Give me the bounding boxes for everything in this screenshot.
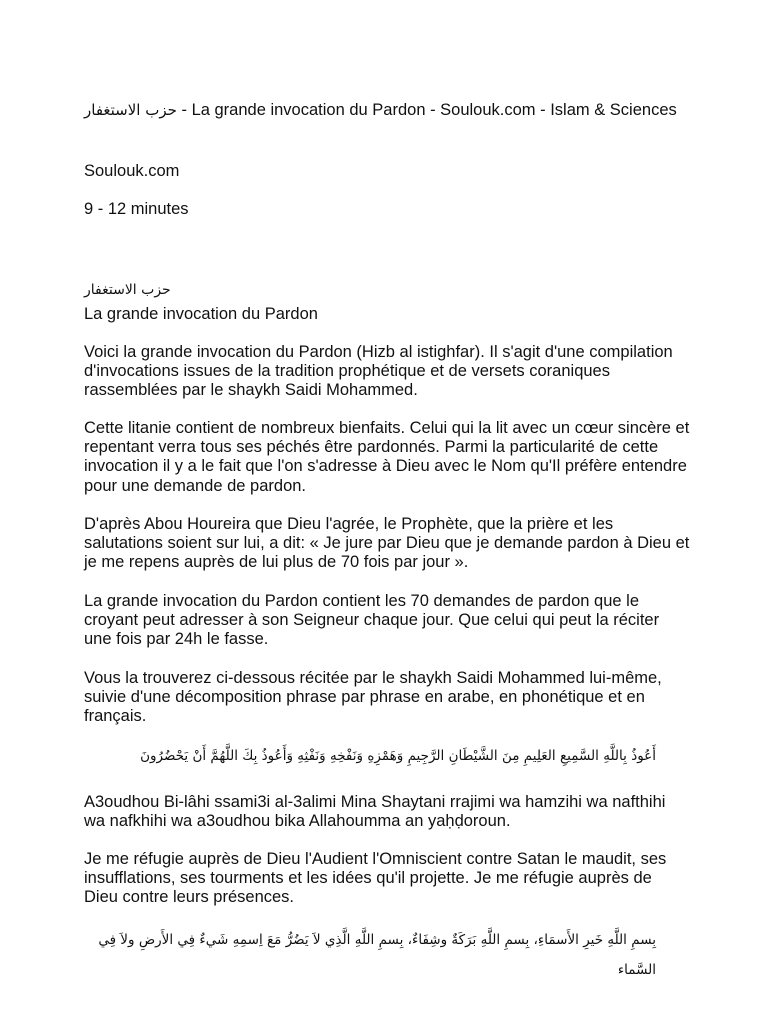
read-time: 9 - 12 minutes xyxy=(84,200,189,218)
paragraph-benefits: Cette litanie contient de nombreux bienfaits. Celui qui la lit avec un cœur sincère et repentant verra tous ses péchés être pardonnés. Parmi la particularité de cette invocation il y a le fait que l'on s'adresse à Dieu avec le Nom qu'Il préfère entendre pour une demande de pardon. xyxy=(84,419,690,495)
verse-1-phonetic: A3oudhou Bi-lâhi ssami3i al-3alimi Mina Shaytani rrajimi wa hamzihi wa nafthihi wa nafkhihi wa a3oudhou bika Allahoumma an yaḥḍoroun. xyxy=(84,793,666,831)
verse-1-arabic: أَعُوذُ بِاللَّهِ السَّمِيعِ العَلِيمِ مِنَ الشَّيْطَانِ الرَّجِيمِ وَهَمْزِهِ وَنَفْخِهِ وَنَفْثِهِ وَأَعُوذُ بِكَ اللَّهُمَّ أَنْ يَحْضُرُونَ xyxy=(140,748,656,764)
paragraph-hadith: D'après Abou Houreira que Dieu l'agrée, le Prophète, que la prière et les salutations soient sur lui, a dit: « Je jure par Dieu que je demande pardon à Dieu et je me repens auprès de lui plus de 70 fois par jour ». xyxy=(84,515,690,572)
document-title-text: - La grande invocation du Pardon - Soulouk.com - Islam & Sciences xyxy=(176,101,677,119)
paragraph-seventy-requests: La grande invocation du Pardon contient les 70 demandes de pardon que le croyant peut adresser à son Seigneur chaque jour. Que celui qui peut la réciter une fois par 24h le fasse. xyxy=(84,592,660,649)
document-title xyxy=(84,97,684,123)
paragraph-intro: Voici la grande invocation du Pardon (Hizb al istighfar). Il s'agit d'une compilation d'invocations issues de la tradition prophétique et de versets coraniques rassemblées par le shaykh Saidi Mohammed. xyxy=(84,343,673,400)
site-name: Soulouk.com xyxy=(84,162,180,180)
document-title-arabic: حزب الاستغفار xyxy=(84,101,177,119)
verse-2-arabic: بِسمِ اللَّهِ خَيرِ الأَسمَاءِ، بِسمِ اللَّهِ بَرَكَةٌ وشِفَاءٌ، بِسمِ اللَّهِ الَّذِي لاَ يَضُرُّ مَعَ اِسمِهِ شَيءٌ فِي الأَرضِ ولاَ فِي السَّماء xyxy=(98,932,656,978)
paragraph-recitation: Vous la trouverez ci-dessous récitée par le shaykh Saidi Mohammed lui-même, suivie d'une décomposition phrase par phrase en arabe, en phonétique et en français. xyxy=(84,669,662,726)
verse-1-french: Je me réfugie auprès de Dieu l'Audient l'Omniscient contre Satan le maudit, ses insufflations, ses tourments et les idées qu'il projette. Je me réfugie auprès de Dieu contre leurs présences. xyxy=(84,850,667,907)
article-subheading: La grande invocation du Pardon xyxy=(84,305,318,323)
article-heading-arabic: حزب الاستغفار xyxy=(84,282,171,298)
